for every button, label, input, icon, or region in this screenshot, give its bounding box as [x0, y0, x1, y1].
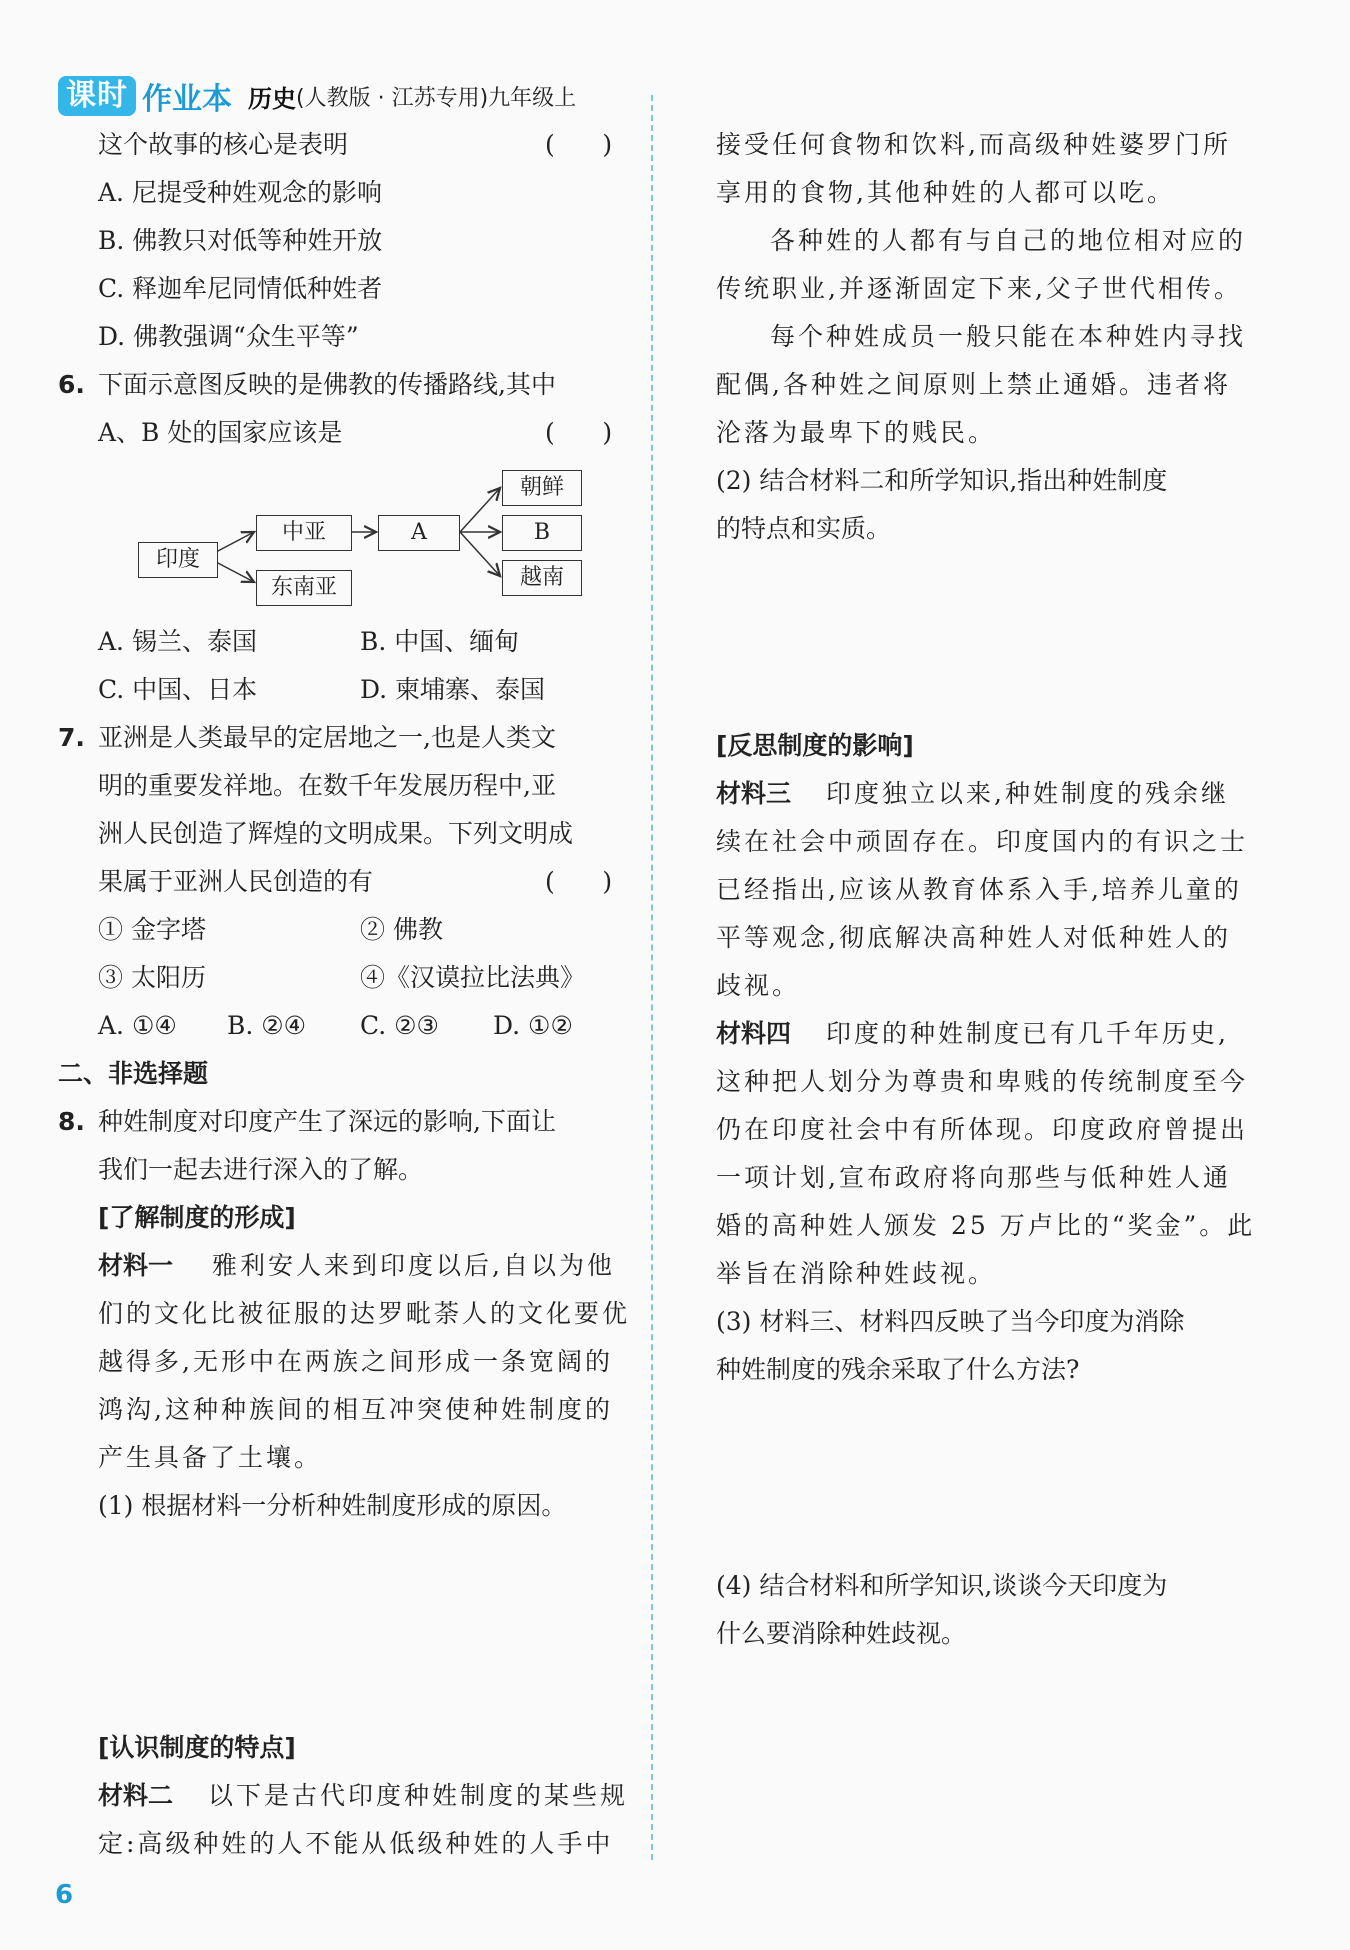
- page-header: [58, 72, 576, 120]
- q7-line2: 明的重要发祥地。在数千年发展历程中,亚: [98, 771, 556, 800]
- q7-answer-paren: ( ): [545, 867, 613, 896]
- q6-option-a: A. 锡兰、泰国: [98, 627, 257, 656]
- material-4-line5: 婚的高种姓人颁发 25 万卢比的“奖金”。此: [716, 1211, 1256, 1240]
- q7-line3: 洲人民创造了辉煌的文明成果。下列文明成: [98, 819, 574, 848]
- material-4-line6: 举旨在消除种姓歧视。: [716, 1259, 997, 1288]
- q8-sub2-title: [认识制度的特点]: [98, 1733, 296, 1762]
- q7-line4: 果属于亚洲人民创造的有: [98, 867, 374, 896]
- material-2-line1: 以下是古代印度种姓制度的某些规: [208, 1781, 629, 1810]
- material-3-line1: 印度独立以来,种姓制度的残余继: [826, 779, 1229, 808]
- material-4-line4: 一项计划,宣布政府将向那些与低种姓人通: [716, 1163, 1231, 1192]
- material-3-label: 材料三: [716, 779, 792, 808]
- material-2-line2: 定:高级种姓的人不能从低级种姓的人手中: [98, 1829, 614, 1858]
- material-4-line2: 这种把人划分为尊贵和卑贱的传统制度至今: [716, 1067, 1249, 1096]
- material-2-para2-line2: 传统职业,并逐渐固定下来,父子世代相传。: [716, 274, 1242, 303]
- q8-sub-question-3-line2: 种姓制度的残余采取了什么方法?: [716, 1355, 1080, 1384]
- q7-item2: ② 佛教: [360, 915, 443, 944]
- column-divider: [651, 95, 653, 1860]
- q8-sub1-title: [了解制度的形成]: [98, 1203, 296, 1232]
- q6-line1: 下面示意图反映的是佛教的传播路线,其中: [98, 370, 556, 399]
- q7-item1: ① 金字塔: [98, 915, 206, 944]
- material-1-line2: 们的文化比被征服的达罗毗荼人的文化要优: [98, 1299, 631, 1328]
- material-3-line4: 平等观念,彻底解决高种姓人对低种姓人的: [716, 923, 1231, 952]
- q7-option-b: B. ②④: [227, 1011, 307, 1040]
- q7-option-d: D. ①②: [493, 1011, 573, 1040]
- q8-sub-question-2-line1: (2) 结合材料二和所学知识,指出种姓制度: [716, 466, 1168, 495]
- material-2-para3-line3: 沦落为最卑下的贱民。: [716, 418, 997, 447]
- q6-option-d: D. 柬埔寨、泰国: [360, 675, 546, 704]
- material-3-line2: 续在社会中顽固存在。印度国内的有识之士: [716, 827, 1249, 856]
- q7-number: 7.: [58, 723, 85, 752]
- node-a: A: [378, 515, 460, 551]
- material-3-line3: 已经指出,应该从教育体系入手,培养儿童的: [716, 875, 1242, 904]
- node-central-asia: 中亚: [256, 515, 352, 551]
- q7-item3: ③ 太阳历: [98, 963, 206, 992]
- q8-number: 8.: [58, 1107, 85, 1136]
- material-2-line4: 享用的食物,其他种姓的人都可以吃。: [716, 178, 1175, 207]
- q6-line2: A、B 处的国家应该是: [98, 418, 343, 447]
- q5-answer-paren: ( ): [545, 130, 613, 159]
- node-india: 印度: [138, 542, 218, 578]
- q6-option-b: B. 中国、缅甸: [360, 627, 520, 656]
- material-2-label: 材料二: [98, 1781, 174, 1810]
- material-1-label: 材料一: [98, 1251, 174, 1280]
- subject-label: 历史: [248, 84, 296, 113]
- q5-stem: 这个故事的核心是表明: [98, 130, 349, 159]
- node-southeast-asia: 东南亚: [256, 570, 352, 606]
- q6-number: 6.: [58, 370, 85, 399]
- q8-sub-question-2-line2: 的特点和实质。: [716, 514, 892, 543]
- node-vietnam: 越南: [502, 560, 582, 596]
- q8-sub-question-1: (1) 根据材料一分析种姓制度形成的原因。: [98, 1491, 567, 1520]
- brand-badge: 课时: [58, 76, 136, 116]
- q5-option-a: A. 尼提受种姓观念的影响: [98, 178, 382, 207]
- q5-option-d: D. 佛教强调“众生平等”: [98, 322, 359, 351]
- material-4-line1: 印度的种姓制度已有几千年历史,: [826, 1019, 1229, 1048]
- material-4-line3: 仍在印度社会中有所体现。印度政府曾提出: [716, 1115, 1249, 1144]
- page-number: 6: [55, 1880, 74, 1910]
- q7-option-c: C. ②③: [360, 1011, 439, 1040]
- edition-label: (人教版 · 江苏专用)九年级上: [296, 85, 577, 111]
- material-2-para3-line1: 每个种姓成员一般只能在本种姓内寻找: [770, 322, 1247, 351]
- q5-option-b: B. 佛教只对低等种姓开放: [98, 226, 383, 255]
- q8-sub-question-4-line2: 什么要消除种姓歧视。: [716, 1619, 967, 1648]
- material-1-line5: 产生具备了土壤。: [98, 1443, 323, 1472]
- q8-sub-question-4-line1: (4) 结合材料和所学知识,谈谈今天印度为: [716, 1571, 1168, 1600]
- material-3-line5: 歧视。: [716, 971, 801, 1000]
- material-1-line1: 雅利安人来到印度以后,自以为他: [212, 1251, 615, 1280]
- brand-name: 作业本: [142, 82, 232, 117]
- material-1-line4: 鸿沟,这种种族间的相互冲突使种姓制度的: [98, 1395, 613, 1424]
- node-korea: 朝鲜: [502, 470, 582, 506]
- material-2-line3: 接受任何食物和饮料,而高级种姓婆罗门所: [716, 130, 1231, 159]
- q6-option-c: C. 中国、日本: [98, 675, 258, 704]
- q7-item4: ④《汉谟拉比法典》: [360, 963, 586, 992]
- q6-answer-paren: ( ): [545, 418, 613, 447]
- q5-option-c: C. 释迦牟尼同情低种姓者: [98, 274, 383, 303]
- q8-sub-question-3-line1: (3) 材料三、材料四反映了当今印度为消除: [716, 1307, 1185, 1336]
- material-4-label: 材料四: [716, 1019, 792, 1048]
- material-2-para2-line1: 各种姓的人都有与自己的地位相对应的: [770, 226, 1247, 255]
- q7-line1: 亚洲是人类最早的定居地之一,也是人类文: [98, 723, 556, 752]
- material-2-para3-line2: 配偶,各种姓之间原则上禁止通婚。违者将: [716, 370, 1231, 399]
- buddhism-spread-diagram: [130, 462, 610, 612]
- material-1-line3: 越得多,无形中在两族之间形成一条宽阔的: [98, 1347, 613, 1376]
- section-heading: 二、非选择题: [58, 1059, 209, 1088]
- q8-line2: 我们一起去进行深入的了解。: [98, 1155, 424, 1184]
- q7-option-a: A. ①④: [98, 1011, 177, 1040]
- q8-sub3-title: [反思制度的影响]: [716, 731, 914, 760]
- node-b: B: [502, 515, 582, 551]
- q8-line1: 种姓制度对印度产生了深远的影响,下面让: [98, 1107, 556, 1136]
